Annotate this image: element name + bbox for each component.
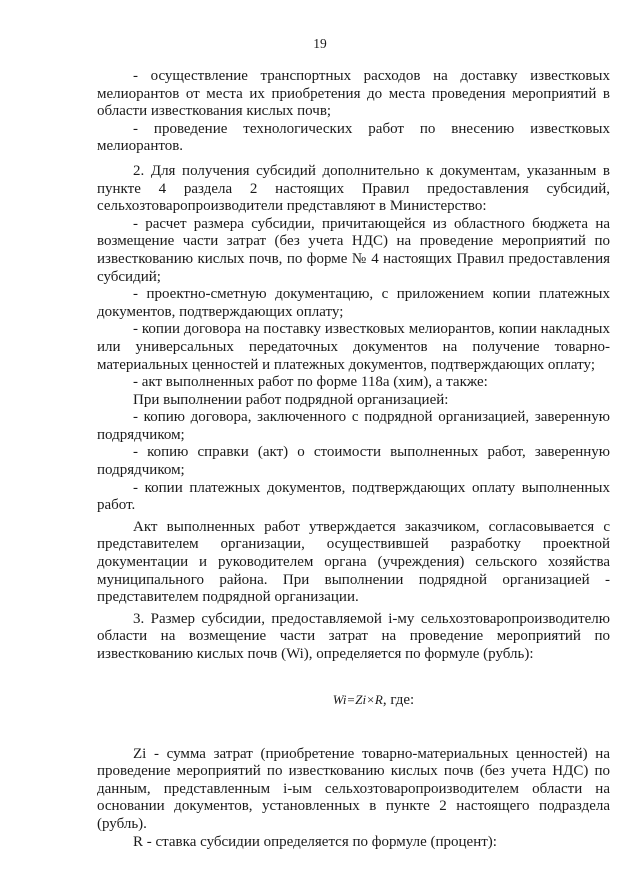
list-item-contractor-agreement: - копию договора, заключенного с подрядной организацией, заверенную подрядчиком; (97, 409, 610, 443)
list-item-contract-copies: - копии договора на поставку известковых мелиорантов, копии накладных или универсальных передаточных документов на получение товарно-материальных ценностей и платежных документов, подтверждающих оплату; (97, 321, 610, 373)
document-body (97, 68, 610, 851)
paragraph-r-definition: R - ставка субсидии определяется по формуле (процент): (133, 833, 497, 850)
list-item-project-documentation: - проектно-сметную документацию, с приложением копии платежных документов, подтверждающих оплату; (97, 286, 610, 320)
paragraph-contractor-intro: При выполнении работ подрядной организацией: (133, 391, 449, 408)
paragraph-zi-definition: Zi - сумма затрат (приобретение товарно-материальных ценностей) на проведение мероприятий по известкованию кислых почв (без учета НДС) по данным, представленным i-ым сельхозтоваропроизводителем области на основании документов, установленных в пункте 2 настоящего подраздела (рубль). (97, 745, 610, 832)
formula-suffix: , где: (382, 691, 415, 708)
list-item-work-act: - акт выполненных работ по форме 118а (хим), а также: (133, 374, 488, 391)
list-item-cost-certificate: - копию справки (акт) о стоимости выполненных работ, заверенную подрядчиком; (97, 444, 610, 479)
list-item-payment-documents: - копии платежных документов, подтверждающих оплату выполненных работ. (97, 479, 610, 514)
paragraph-transport-costs: - осуществление транспортных расходов на доставку известковых мелиорантов от места их приобретения до места проведения мероприятий в области известкования кислых почв; (97, 68, 610, 120)
subsidy-formula (137, 690, 610, 710)
paragraph-clause-3: 3. Размер субсидии, предоставляемой i-му сельхозтоваропроизводителю области на возмещение части затрат на проведение мероприятий по известкованию кислых почв (Wi), определяется по формуле (рубль): (97, 610, 610, 662)
page-number: 19 (313, 36, 327, 51)
formula-expression: Wi=Zi×R (332, 691, 383, 707)
list-item-subsidy-calculation: - расчет размера субсидии, причитающейся из областного бюджета на возмещение части затрат (без учета НДС) на проведение мероприятий по известкованию кислых почв, по форме № 4 настоящих Правил предоставления субсидий; (97, 215, 610, 285)
paragraph-act-approval: Акт выполненных работ утверждается заказчиком, согласовывается с представителем организации, осуществившей разработку проектной документации и руководителем органа (учреждения) сельского хозяйства муниципального района. При выполнении подрядной организацией - представителем подрядной организации. (97, 518, 610, 606)
paragraph-clause-2: 2. Для получения субсидий дополнительно к документам, указанным в пункте 4 раздела 2 настоящих Правил предоставления субсидий, сельхозтоваропроизводители представляют в Министерство: (97, 162, 610, 215)
paragraph-technological-works: - проведение технологических работ по внесению известковых мелиорантов. (97, 120, 610, 155)
